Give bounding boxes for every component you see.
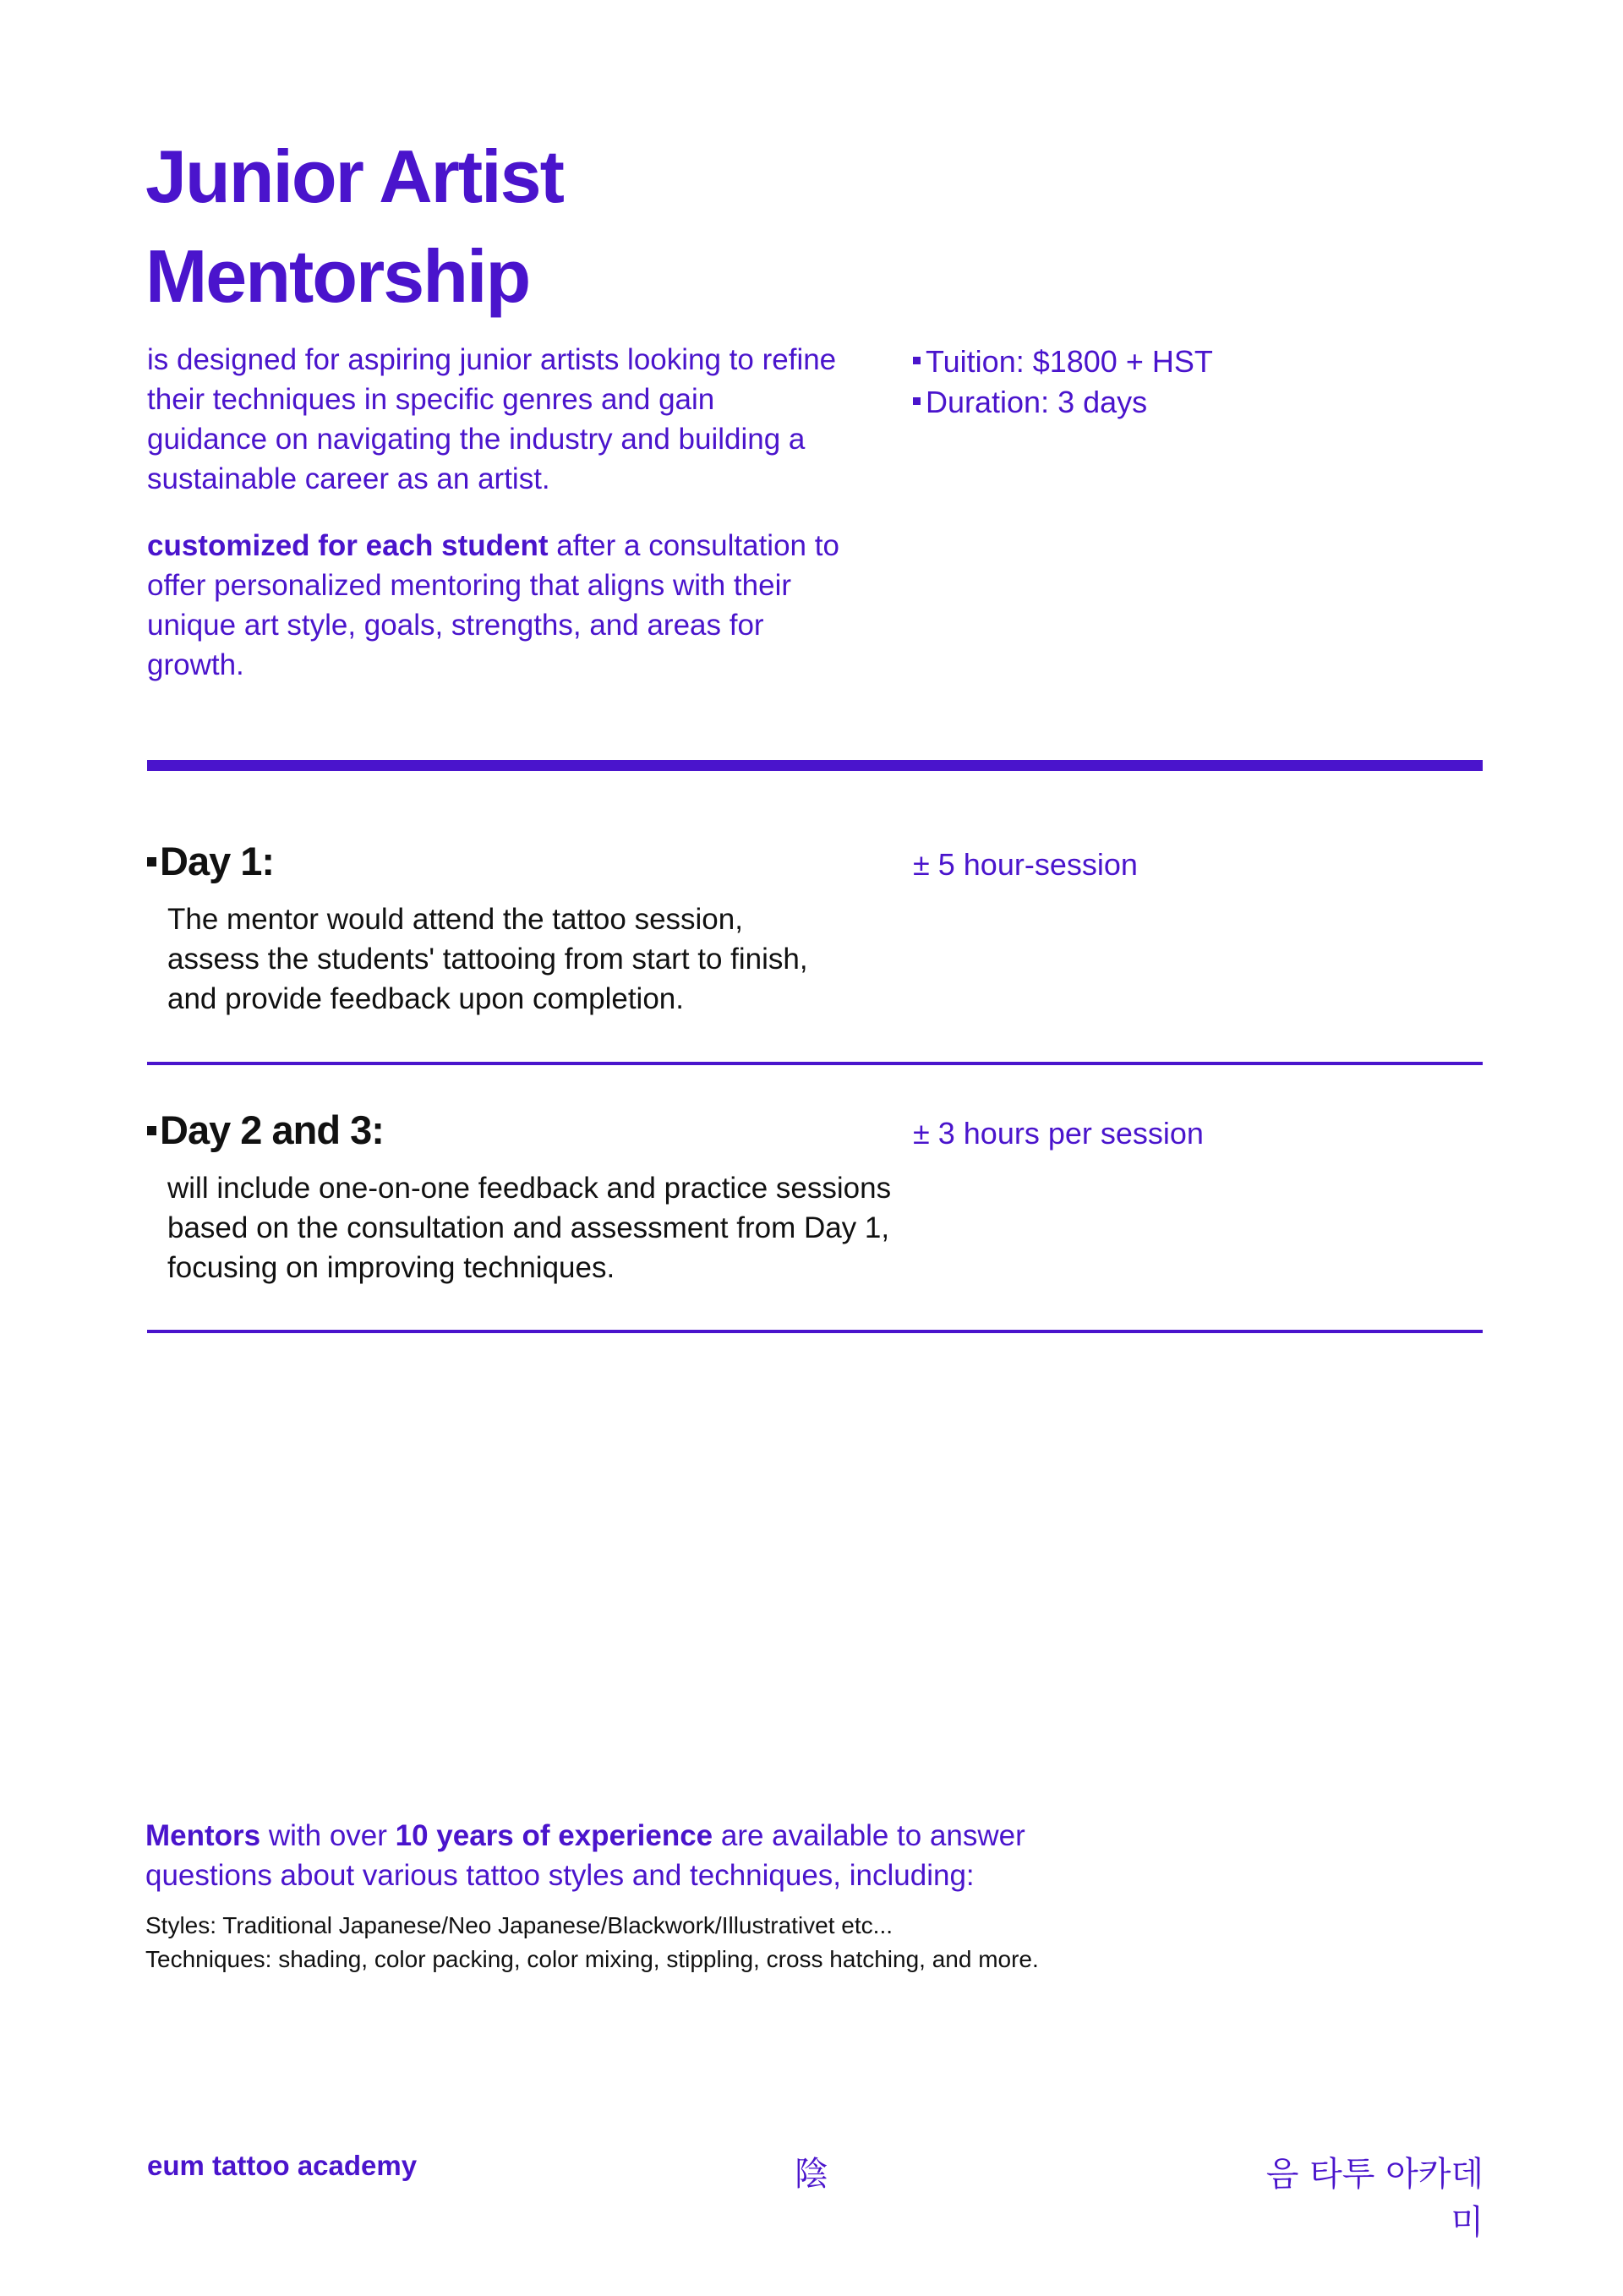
intro-paragraph-2	[147, 526, 840, 685]
section-divider-day-2-3	[147, 1330, 1483, 1333]
section-divider-thick	[147, 760, 1483, 771]
footer-brand: eum tattoo academy	[147, 2150, 418, 2181]
square-bullet-icon	[913, 397, 921, 405]
day-1-heading	[147, 836, 274, 887]
intro-paragraph-1: is designed for aspiring junior artists looking to refine their techniques in specific genres and gain guidance on navigating the industry and building a sustainable career as an artist.	[147, 343, 837, 495]
day-1-description: The mentor would attend the tattoo session, assess the students' tattooing from start to finish, and provide feedback upon completion.	[167, 903, 808, 1015]
intro-paragraph-2-text: after a consultation to offer personalized mentoring that aligns with their unique art style, goals, strengths, and areas for growth.	[147, 529, 839, 681]
title-line-2: Mentorship	[145, 234, 530, 318]
title-line-1: Junior Artist	[145, 134, 563, 218]
page-title	[145, 127, 906, 326]
intro-paragraph-2-emphasis: customized for each student	[147, 529, 549, 562]
program-details	[913, 342, 1505, 423]
tuition-line	[913, 342, 1505, 382]
section-divider-day-1	[147, 1062, 1483, 1065]
square-bullet-icon	[147, 1126, 156, 1135]
mentors-text-2: are available to answer questions about various tattoo styles and techniques, including:	[145, 1819, 1025, 1892]
styles-line: Styles: Traditional Japanese/Neo Japanese/Blackwork/Illustrativet etc...	[145, 1912, 893, 1938]
styles-techniques	[145, 1909, 1413, 1976]
tuition-text: Tuition: $1800 + HST	[926, 344, 1213, 379]
techniques-line: Techniques: shading, color packing, color mixing, stippling, cross hatching, and more.	[145, 1946, 1039, 1972]
mentors-emphasis: Mentors	[145, 1819, 261, 1852]
intro-section	[147, 340, 840, 712]
day-2-3-heading-text: Day 2 and 3:	[160, 1107, 384, 1152]
duration-line	[913, 382, 1505, 423]
footer-glyph: 陰	[795, 2155, 828, 2194]
day-2-3-duration: ± 3 hours per session	[913, 1116, 1204, 1151]
day-1-duration: ± 5 hour-session	[913, 847, 1138, 882]
footer-korean-name: 음 타투 아카데미	[1265, 2155, 1484, 2242]
mentors-text-1: with over	[260, 1819, 396, 1852]
mentors-paragraph	[145, 1816, 1160, 1895]
duration-text: Duration: 3 days	[926, 385, 1148, 419]
day-1-heading-text: Day 1:	[160, 839, 275, 883]
experience-emphasis: 10 years of experience	[395, 1819, 713, 1852]
square-bullet-icon	[913, 357, 921, 364]
square-bullet-icon	[147, 857, 156, 866]
day-2-3-description: will include one-on-one feedback and practice sessions based on the consultation and assessment from Day 1, focusing on improving techniques.	[167, 1172, 892, 1284]
day-2-3-heading	[147, 1105, 384, 1156]
